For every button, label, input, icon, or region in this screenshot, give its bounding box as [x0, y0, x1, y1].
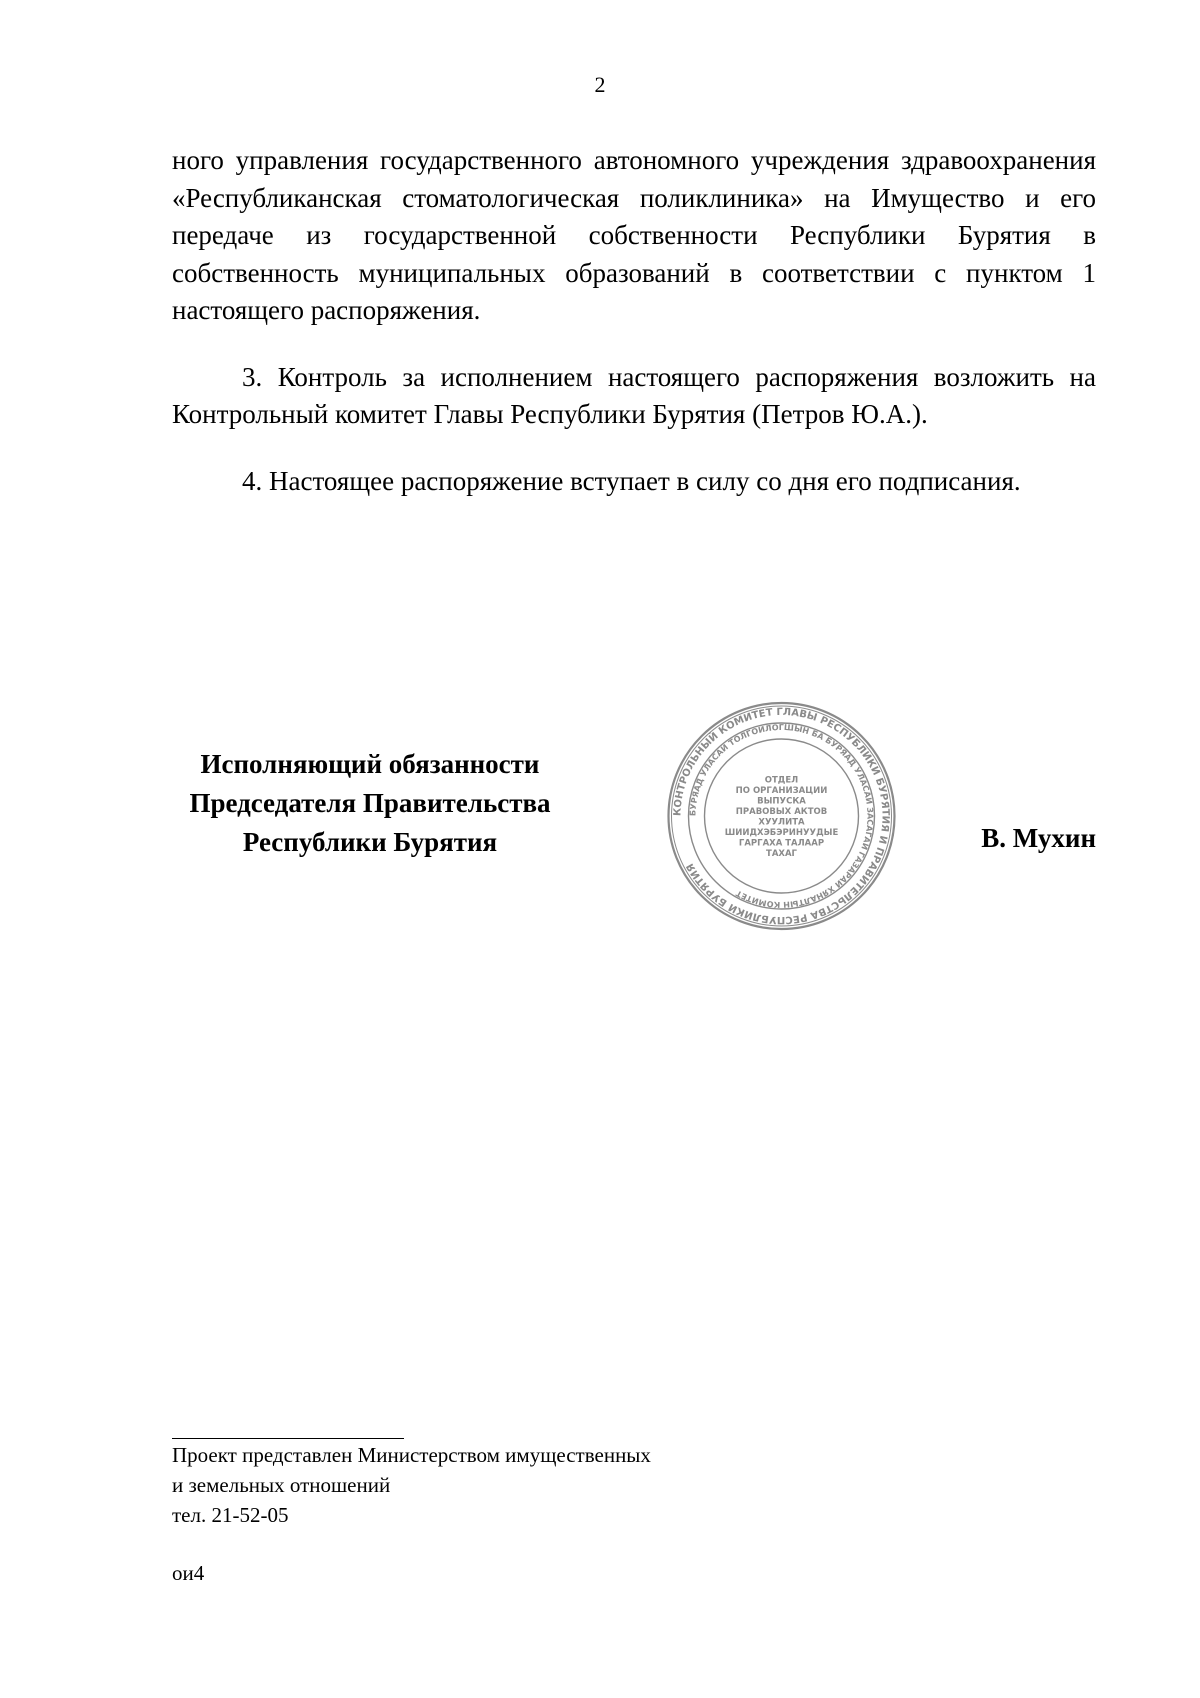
document-body: [172, 142, 1096, 500]
signatory-position: [160, 745, 580, 862]
signatory-line: Председателя Правительства: [189, 788, 551, 818]
seal-center-line: ТАХАГ: [766, 848, 797, 859]
footnote: [172, 1440, 872, 1530]
footnote-divider: [172, 1438, 404, 1439]
seal-center-line: ПРАВОВЫХ АКТОВ: [735, 806, 828, 817]
paragraph-3-control: 3. Контроль за исполнением настоящего распоряжения возложить на Контрольный комитет Главы Республики Бурятия (Петров Ю.А.).: [172, 361, 1096, 429]
seal-center-line: ВЫПУСКА: [757, 796, 806, 807]
signatory-line: Исполняющий обязанности: [200, 749, 540, 779]
footnote-phone: тел. 21-52-05: [172, 1503, 289, 1527]
seal-center-text: [725, 775, 839, 859]
paragraph-continuation: ного управления государственного автономного учреждения здравоохранения «Республиканская стоматологическая поликлиника» на Имущество и его передаче из государственной собственности Республики Бурятия в собственность муниципальных образований в соответствии с пунктом 1 настоящего распоряжения.: [172, 145, 1096, 325]
seal-graphic: [665, 700, 898, 932]
paragraph-4-effective: 4. Настоящее распоряжение вступает в силу со дня его подписания.: [242, 465, 1021, 496]
seal-center-line: ШИИДХЭБЭРИНУУДЫЕ: [724, 827, 839, 838]
seal-center-line: ОТДЕЛ: [764, 775, 799, 786]
document-code: ои4: [172, 1561, 205, 1585]
seal-outer-ring-text: КОНТРОЛЬНЫЙ КОМИТЕТ ГЛАВЫ РЕСПУБЛИКИ БУРЯТИЯ И ПРАВИТЕЛЬСТВА РЕСПУБЛИКИ БУРЯТИЯ: [672, 706, 891, 926]
seal-center-line: ПО ОРГАНИЗАЦИИ: [735, 785, 828, 796]
footnote-line: Проект представлен Министерством имущественных: [172, 1443, 651, 1467]
signatory-line: Республики Бурятия: [242, 827, 498, 857]
official-seal: [665, 700, 898, 932]
seal-center-line: ГАРГАХА ТАЛААР: [738, 838, 825, 849]
page-number: 2: [594, 72, 606, 97]
seal-inner-ring-text: БУРЯАД УЛАСАЙ ТОЛГОЙЛОГШЫН БА БУРЯАД УЛАСАЙ ЗАСАГАЙ ГАЗАРАЙ ХЯНАЛТЫН КОМИТЕТ: [688, 722, 875, 910]
signer-name: В. Мухин: [981, 823, 1096, 853]
seal-center-line: ХУУЛИТА: [758, 817, 805, 828]
footnote-line: и земельных отношений: [172, 1473, 391, 1497]
